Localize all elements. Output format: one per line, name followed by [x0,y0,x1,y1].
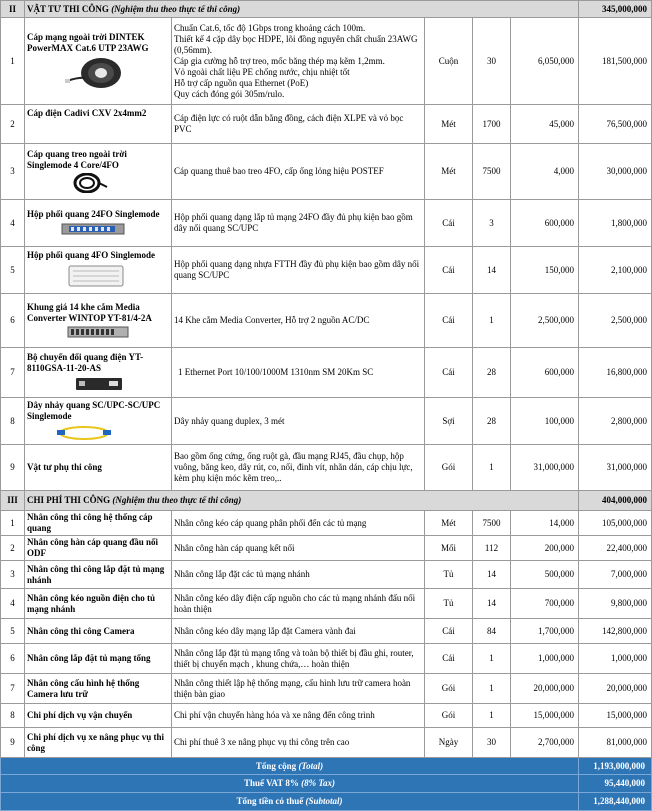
row-number: 4 [1,200,25,247]
unit-price: 4,000 [511,144,579,200]
total-amount: 1,193,000,000 [579,758,652,775]
item-spec: Chi phí vận chuyển hàng hóa và xe nâng đến công trình [172,704,425,728]
patch-cord-image [55,424,113,442]
spec-line: Quy cách đóng gói 305m/rulo. [174,88,285,99]
grand-total-label: Tổng tiền có thuế (Subtotal) [1,793,579,811]
spec-line: Cáp gia cường hỗ trợ treo, mốc băng thép mạ kẽm 1,2mm. [174,55,385,66]
spec-line: Hỗ trợ cấp nguồn qua Ethernet (PoE) [174,77,309,88]
unit: Cái [425,348,473,398]
vat-amount: 95,440,000 [579,775,652,793]
unit-price: 15,000,000 [511,704,579,728]
item-spec: Bao gồm ống cứng, ống ruột gà, đầu mạng RJ45, đầu chụp, hộp vuông, băng keo, dây rút, co, nối, đinh vít, nhãn dán, cáp chịu lực, kèm phụ kiện móc kẽm treo,.. [172,445,425,491]
item-name: Hộp phối quang 24FO Singlemode [27,209,160,219]
unit-price: 100,000 [511,398,579,445]
row-number: 1 [1,18,25,105]
row-number: 6 [1,644,25,674]
amount: 7,000,000 [579,561,652,589]
item-name: Dây nhảy quang SC/UPC-SC/UPC Singlemode [27,399,161,421]
item-name: Nhân công thi công Camera [25,619,172,644]
table-row [1,294,652,348]
vat-row [1,775,652,793]
unit: Cái [425,294,473,348]
amount: 9,800,000 [579,589,652,619]
quantity: 7500 [473,511,511,536]
item-name-cell [25,294,172,348]
unit: Mối [425,536,473,561]
item-spec: Hộp phối quang dạng lắp tủ mạng 24FO đầy đủ phụ kiện bao gồm dây nối quang SC/UPC [172,200,425,247]
amount: 30,000,000 [579,144,652,200]
item-name: Nhân công kéo nguồn điện cho tủ mạng nhánh [25,589,172,619]
item-spec: 1 Ethernet Port 10/100/1000M 1310nm SM 20Km SC [172,348,425,398]
unit-price: 31,000,000 [511,445,579,491]
quantity: 84 [473,619,511,644]
item-spec: Nhân công lắp đặt các tủ mạng nhánh [172,561,425,589]
item-name-cell [25,247,172,294]
item-name-cell [25,398,172,445]
amount: 22,400,000 [579,536,652,561]
quantity: 1 [473,704,511,728]
table-row [1,18,652,105]
item-spec: Nhân công kéo dây điện cấp nguồn cho các tủ mạng nhánh đấu nối hoàn thiện [172,589,425,619]
item-spec: Chi phí thuê 3 xe nâng phục vụ thi công trên cao [172,728,425,758]
unit: Cái [425,247,473,294]
grand-total-amount: 1,288,440,000 [579,793,652,811]
table-row [1,445,652,491]
item-spec: Nhân công thiết lập hệ thống mạng, cấu hình lưu trữ camera hoàn thiện bàn giao [172,674,425,704]
fiber-coil-image [65,173,109,193]
unit: Mét [425,105,473,144]
row-number: 3 [1,144,25,200]
amount: 81,000,000 [579,728,652,758]
amount: 181,500,000 [579,18,652,105]
row-number: 3 [1,561,25,589]
quantity: 1 [473,674,511,704]
quantity: 3 [473,200,511,247]
section-header-materials [1,1,652,18]
row-number: 9 [1,728,25,758]
row-number: 8 [1,398,25,445]
amount: 20,000,000 [579,674,652,704]
section-number: III [1,491,25,511]
table-row [1,511,652,536]
quantity: 30 [473,728,511,758]
item-name: Nhân công thi công hệ thống cáp quang [25,511,172,536]
unit: Cái [425,644,473,674]
item-name: Nhân công thi công lắp đặt tủ mạng nhánh [25,561,172,589]
quantity: 7500 [473,144,511,200]
quantity: 30 [473,18,511,105]
item-spec: Nhân công lắp đặt tủ mạng tổng và toàn bộ thiết bị đầu ghi, router, thiết bị chuyển mạch , khung chứa,… hoàn thiện [172,644,425,674]
cable-reel-image [65,56,127,90]
table-row [1,144,652,200]
table-row [1,398,652,445]
section-total: 404,000,000 [579,491,652,511]
item-spec: Cáp điện lực có ruột dẫn bằng đồng, cách điện XLPE và vỏ bọc PVC [172,105,425,144]
table-row [1,348,652,398]
item-name-cell [25,200,172,247]
row-number: 5 [1,619,25,644]
item-name-cell [25,18,172,105]
unit-price: 600,000 [511,200,579,247]
unit-price: 2,500,000 [511,294,579,348]
unit-price: 2,700,000 [511,728,579,758]
row-number: 1 [1,511,25,536]
row-number: 6 [1,294,25,348]
section-total: 345,000,000 [579,1,652,18]
quantity: 1 [473,445,511,491]
item-name: Nhân công lắp đặt tủ mạng tổng [25,644,172,674]
unit: Gói [425,445,473,491]
section-header-labor [1,491,652,511]
table-row [1,619,652,644]
table-row [1,105,652,144]
row-number: 9 [1,445,25,491]
item-spec: Nhân công hàn cáp quang kết nối [172,536,425,561]
quantity: 28 [473,348,511,398]
table-row [1,589,652,619]
amount: 2,500,000 [579,294,652,348]
table-row [1,644,652,674]
unit: Cái [425,200,473,247]
unit-price: 500,000 [511,561,579,589]
table-row [1,200,652,247]
item-name: Chi phí dịch vụ vận chuyển [25,704,172,728]
unit: Gói [425,674,473,704]
amount: 31,000,000 [579,445,652,491]
row-number: 7 [1,674,25,704]
table-row [1,674,652,704]
ftth-box-image [67,263,127,289]
amount: 76,500,000 [579,105,652,144]
item-name: Hộp phối quang 4FO Singlemode [27,250,156,260]
table-row [1,561,652,589]
table-row [1,247,652,294]
item-name: Vật tư phụ thi công [25,445,172,491]
unit-price: 600,000 [511,348,579,398]
item-name: Chi phí dịch vụ xe nâng phục vụ thi công [25,728,172,758]
item-spec: 14 Khe cắm Media Converter, Hỗ trợ 2 nguồn AC/DC [172,294,425,348]
total-label: Tổng cộng (Total) [1,758,579,775]
unit: Mét [425,144,473,200]
quantity: 1 [473,644,511,674]
row-number: 8 [1,704,25,728]
section-title: VẬT TƯ THI CÔNG (Nghiệm thu theo thực tế thi công) [25,1,579,18]
row-number: 5 [1,247,25,294]
quantity: 14 [473,247,511,294]
unit-price: 150,000 [511,247,579,294]
item-name: Cáp mạng ngoài trời DINTEK PowerMAX Cat.6 UTP 23AWG [27,31,149,53]
amount: 2,100,000 [579,247,652,294]
amount: 2,800,000 [579,398,652,445]
item-name: Nhân công cấu hình hệ thống Camera lưu trữ [25,674,172,704]
amount: 1,800,000 [579,200,652,247]
section-number: II [1,1,25,18]
unit: Cuộn [425,18,473,105]
quantity: 28 [473,398,511,445]
rack-odf-image [61,222,125,236]
amount: 1,000,000 [579,644,652,674]
row-number: 2 [1,536,25,561]
table-row [1,536,652,561]
unit-price: 1,000,000 [511,644,579,674]
quantity: 112 [473,536,511,561]
item-name: Nhân công hàn cáp quang đầu nối ODF [25,536,172,561]
unit-price: 45,000 [511,105,579,144]
converter-image [75,376,125,392]
spec-line: Vỏ ngoài chất liệu PE chống nước, chịu nhiệt tốt [174,66,350,77]
table-row [1,728,652,758]
row-number: 4 [1,589,25,619]
unit: Ngày [425,728,473,758]
item-name-cell [25,348,172,398]
quantity: 1 [473,294,511,348]
item-spec: Nhân công kéo cáp quang phân phối đến các tủ mạng [172,511,425,536]
item-name: Cáp quang treo ngoài trời Singlemode 4 Core/4FO [27,149,127,170]
unit: Cái [425,619,473,644]
amount: 16,800,000 [579,348,652,398]
quantity: 14 [473,561,511,589]
section-title: CHI PHÍ THI CÔNG (Nghiệm thu theo thực tế thi công) [25,491,579,511]
table-row [1,704,652,728]
row-number: 7 [1,348,25,398]
unit-price: 14,000 [511,511,579,536]
chassis-image [67,326,129,338]
item-name: Bộ chuyển đổi quang điện YT-8110GSA-11-20-AS [27,352,144,373]
item-spec: Hộp phối quang dạng nhựa FTTH đầy đủ phụ kiện bao gồm dây nối quang SC/UPC [172,247,425,294]
quantity: 14 [473,589,511,619]
unit-price: 6,050,000 [511,18,579,105]
amount: 15,000,000 [579,704,652,728]
unit: Mét [425,511,473,536]
grand-total-row [1,793,652,811]
unit: Tủ [425,561,473,589]
amount: 142,800,000 [579,619,652,644]
spec-line: Thiết kế 4 cặp dây bọc HDPE, lõi đồng nguyên chất chuẩn 23AWG (0,56mm). [174,33,418,55]
unit-price: 700,000 [511,589,579,619]
item-name-cell [25,144,172,200]
unit: Sợi [425,398,473,445]
item-name: Cáp điện Cadivi CXV 2x4mm2 [25,105,172,144]
unit-price: 200,000 [511,536,579,561]
item-spec: Cáp quang thuê bao treo 4FO, cấp ống lỏng hiệu POSTEF [172,144,425,200]
vat-label: Thuế VAT 8% (8% Tax) [1,775,579,793]
item-name: Khung giá 14 khe cắm Media Converter WINTOP YT-81/4-2A [27,302,152,323]
amount: 105,000,000 [579,511,652,536]
unit: Tủ [425,589,473,619]
item-spec-cell [172,18,425,105]
unit: Gói [425,704,473,728]
unit-price: 1,700,000 [511,619,579,644]
unit-price: 20,000,000 [511,674,579,704]
row-number: 2 [1,105,25,144]
total-row [1,758,652,775]
quantity: 1700 [473,105,511,144]
item-spec: Nhân công kéo dây mạng lắp đặt Camera vành đai [172,619,425,644]
item-spec: Dây nhảy quang duplex, 3 mét [172,398,425,445]
spec-line: Chuẩn Cat.6, tốc độ 1Gbps trong khoảng cách 100m. [174,22,366,33]
